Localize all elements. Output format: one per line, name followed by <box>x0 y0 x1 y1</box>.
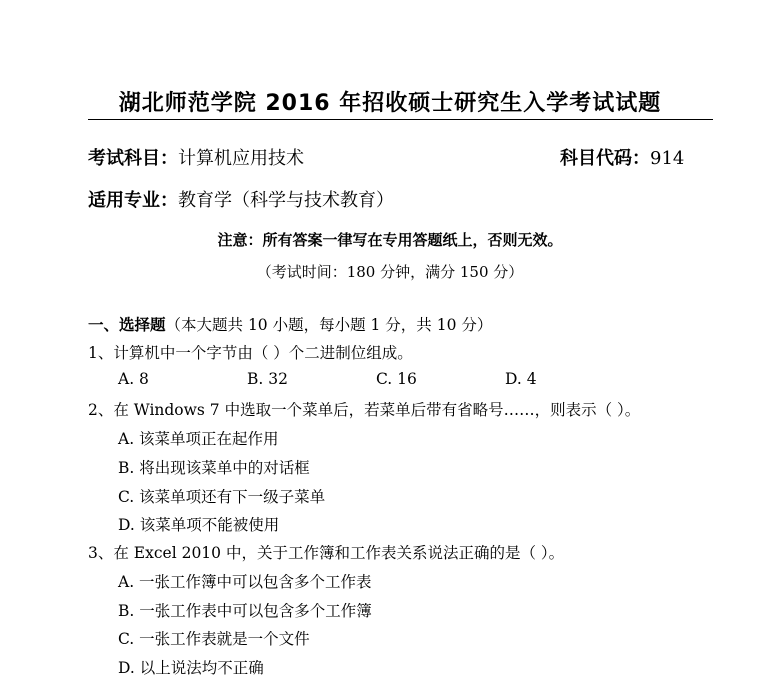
q3-option-c: C. 一张工作表就是一个文件 <box>118 630 310 648</box>
code-value: 914 <box>650 148 685 169</box>
major-line <box>88 186 394 212</box>
q2-option-c: C. 该菜单项还有下一级子菜单 <box>118 488 326 506</box>
q1-option-c: C. 16 <box>376 370 417 388</box>
q3-option-b: B. 一张工作表中可以包含多个工作簿 <box>118 602 372 620</box>
code-label: 科目代码： <box>560 148 650 169</box>
q2-option-a: A. 该菜单项正在起作用 <box>118 430 279 448</box>
q2-option-d: D. 该菜单项不能被使用 <box>118 516 280 534</box>
exam-time-note: （考试时间：180 分钟，满分 150 分） <box>256 263 524 281</box>
exam-title: 湖北师范学院 2016 年招收硕士研究生入学考试试题 <box>118 91 662 116</box>
question-3: 3、在 Excel 2010 中，关于工作簿和工作表关系说法正确的是（ ）。 <box>88 544 565 562</box>
q3-option-d: D. 以上说法均不正确 <box>118 659 264 677</box>
q1-option-b: B. 32 <box>247 370 288 388</box>
question-1: 1、计算机中一个字节由（ ）个二进制位组成。 <box>88 344 413 362</box>
major-label: 适用专业： <box>88 190 178 211</box>
section-note: （本大题共 10 小题，每小题 1 分，共 10 分） <box>165 316 493 334</box>
major-value: 教育学（科学与技术教育） <box>178 190 394 211</box>
question-2: 2、在 Windows 7 中选取一个菜单后，若菜单后带有省略号……，则表示（ ）。 <box>88 401 641 419</box>
subject-line <box>88 144 304 170</box>
subject-label: 考试科目： <box>88 148 178 169</box>
subject-code-line <box>560 144 684 170</box>
q3-option-a: A. 一张工作簿中可以包含多个工作表 <box>118 573 372 591</box>
notice-text: 注意：所有答案一律写在专用答题纸上，否则无效。 <box>217 231 563 249</box>
section-heading <box>88 313 492 335</box>
q1-option-d: D. 4 <box>505 370 537 388</box>
q1-option-a: A. 8 <box>118 370 149 388</box>
subject-value: 计算机应用技术 <box>178 148 304 169</box>
title-underline <box>88 119 713 120</box>
q2-option-b: B. 将出现该菜单中的对话框 <box>118 459 310 477</box>
section-title: 一、选择题 <box>88 316 166 334</box>
